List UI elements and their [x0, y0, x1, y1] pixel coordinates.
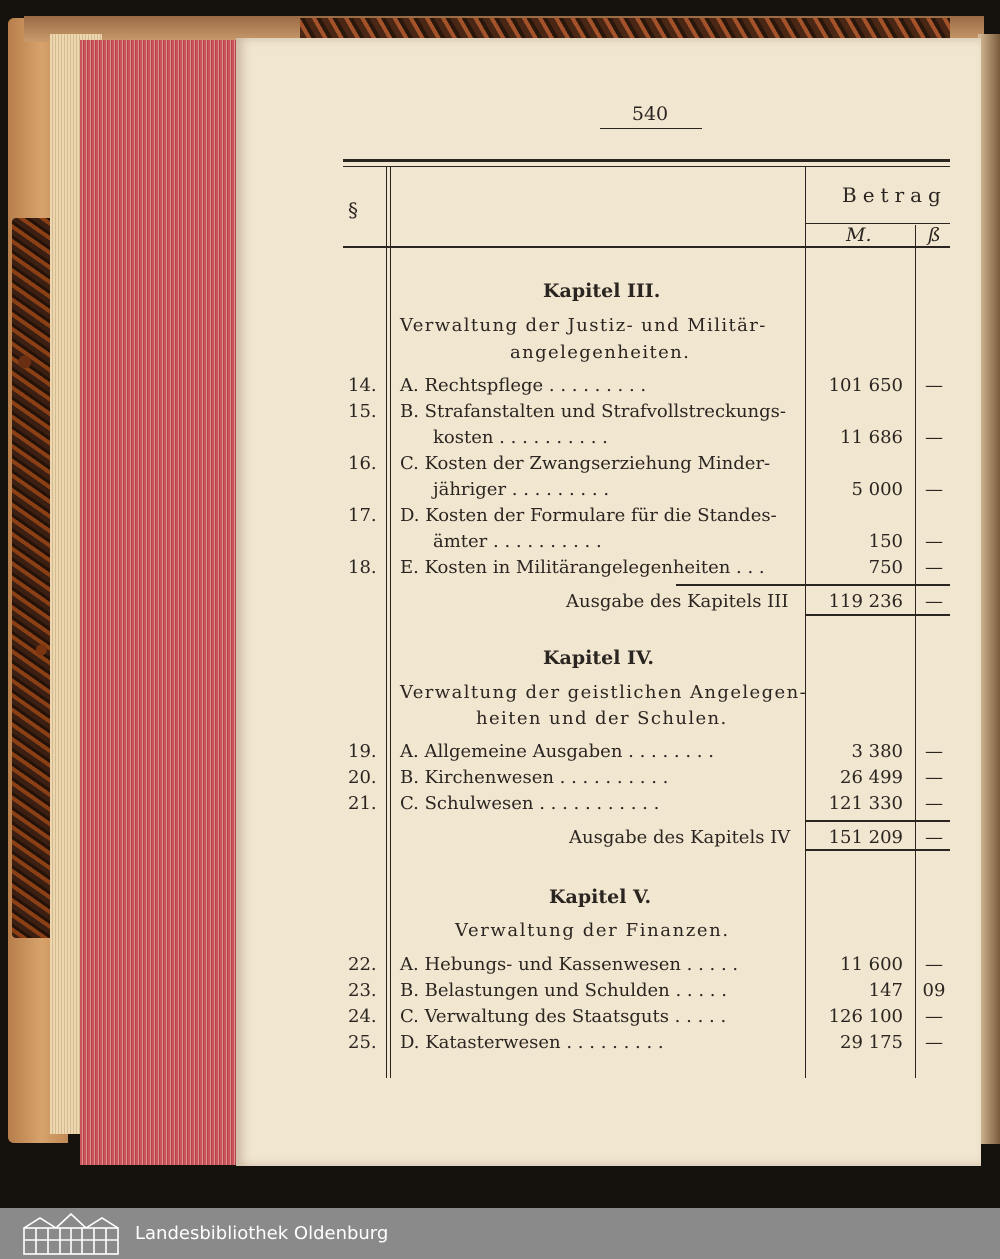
chapter-subtitle: Verwaltung der Justiz- und Militär- [400, 315, 767, 336]
row-label: C. Kosten der Zwangserziehung Minder- [400, 453, 771, 474]
row-label-continued: ämter . . . . . . . . . . [433, 531, 602, 552]
chapter-title: Kapitel V. [549, 886, 652, 908]
row-label: E. Kosten in Militärangelegenheiten . . . [400, 557, 765, 578]
row-number: 15. [348, 401, 377, 422]
row-pfennig: — [925, 1032, 943, 1053]
section-column-line [386, 166, 387, 1078]
amount-header: Betrag [842, 183, 947, 207]
section-symbol-header: § [348, 198, 358, 222]
row-pfennig: — [925, 531, 943, 552]
row-amount: 147 [868, 980, 903, 1001]
chapter-subtitle: Verwaltung der Finanzen. [455, 920, 730, 941]
row-number: 22. [348, 954, 377, 975]
pfennig-column-line [915, 225, 916, 1078]
subtotal-rule [806, 820, 950, 822]
chapter-total-pfennig: — [925, 827, 943, 848]
table-top-rule-thin [343, 166, 950, 167]
row-amount: 150 [868, 531, 903, 552]
row-amount: 26 499 [840, 767, 903, 788]
row-pfennig: — [925, 427, 943, 448]
row-pfennig: — [925, 741, 943, 762]
row-number: 16. [348, 453, 377, 474]
marbled-cover-top [300, 18, 950, 38]
row-amount: 29 175 [840, 1032, 903, 1053]
chapter-subtitle: heiten und der Schulen. [476, 708, 728, 729]
row-label: B. Kirchenwesen . . . . . . . . . . [400, 767, 669, 788]
row-pfennig: — [925, 375, 943, 396]
chapter-subtitle: Verwaltung der geistlichen Angelegen- [400, 682, 808, 703]
library-building-icon [20, 1212, 122, 1256]
row-label-continued: kosten . . . . . . . . . . [433, 427, 608, 448]
row-amount: 11 600 [840, 954, 903, 975]
row-number: 23. [348, 980, 377, 1001]
row-label: A. Hebungs- und Kassenwesen . . . . . [400, 954, 739, 975]
row-amount: 3 380 [851, 741, 903, 762]
row-amount: 11 686 [840, 427, 903, 448]
row-pfennig: — [925, 954, 943, 975]
row-amount: 101 650 [828, 375, 903, 396]
row-label: B. Strafanstalten und Strafvollstreckungs- [400, 401, 786, 422]
row-number: 24. [348, 1006, 377, 1027]
row-pfennig: — [925, 479, 943, 500]
header-bottom-rule [343, 246, 950, 248]
row-pfennig: — [925, 557, 943, 578]
section-column-line-2 [390, 166, 391, 1078]
page-number: 540 [631, 103, 669, 125]
mark-header: M. [846, 224, 872, 246]
total-rule [806, 614, 950, 616]
chapter-total-pfennig: — [925, 591, 943, 612]
row-number: 17. [348, 505, 377, 526]
row-number: 21. [348, 793, 377, 814]
red-page-edges [80, 40, 250, 1165]
chapter-total-label: Ausgabe des Kapitels IV [569, 827, 791, 848]
row-label: D. Katasterwesen . . . . . . . . . [400, 1032, 664, 1053]
library-footer [0, 1208, 1000, 1259]
pfennig-header: ß [928, 224, 941, 246]
row-number: 25. [348, 1032, 377, 1053]
row-label: D. Kosten der Formulare für die Standes- [400, 505, 777, 526]
row-number: 18. [348, 557, 377, 578]
chapter-total-amount: 119 236 [828, 591, 903, 612]
row-amount: 5 000 [851, 479, 903, 500]
row-amount: 750 [868, 557, 903, 578]
row-label: A. Rechtspflege . . . . . . . . . [400, 375, 647, 396]
chapter-title: Kapitel III. [543, 280, 661, 302]
gutter-shadow [978, 34, 1000, 1144]
row-label-continued: jähriger . . . . . . . . . [433, 479, 610, 500]
row-number: 14. [348, 375, 377, 396]
row-number: 20. [348, 767, 377, 788]
row-pfennig: — [925, 1006, 943, 1027]
chapter-subtitle: angelegenheiten. [510, 342, 691, 363]
row-pfennig: — [925, 793, 943, 814]
row-label: C. Verwaltung des Staatsguts . . . . . [400, 1006, 727, 1027]
library-name: Landesbibliothek Oldenburg [135, 1223, 389, 1244]
row-label: A. Allgemeine Ausgaben . . . . . . . . [400, 741, 714, 762]
chapter-total-label: Ausgabe des Kapitels III [566, 591, 789, 612]
row-pfennig: 09 [922, 980, 946, 1001]
table-top-rule [343, 159, 950, 162]
chapter-total-amount: 151 209 [828, 827, 903, 848]
row-label: B. Belastungen und Schulden . . . . . [400, 980, 727, 1001]
row-label: C. Schulwesen . . . . . . . . . . . [400, 793, 660, 814]
page-number-underline [600, 128, 702, 129]
marbled-cover [12, 218, 54, 938]
row-amount: 121 330 [828, 793, 903, 814]
row-pfennig: — [925, 767, 943, 788]
chapter-title: Kapitel IV. [543, 647, 654, 669]
amount-column-line [805, 166, 806, 1078]
subtotal-rule [676, 584, 950, 586]
row-amount: 126 100 [828, 1006, 903, 1027]
total-rule [806, 849, 950, 851]
row-number: 19. [348, 741, 377, 762]
